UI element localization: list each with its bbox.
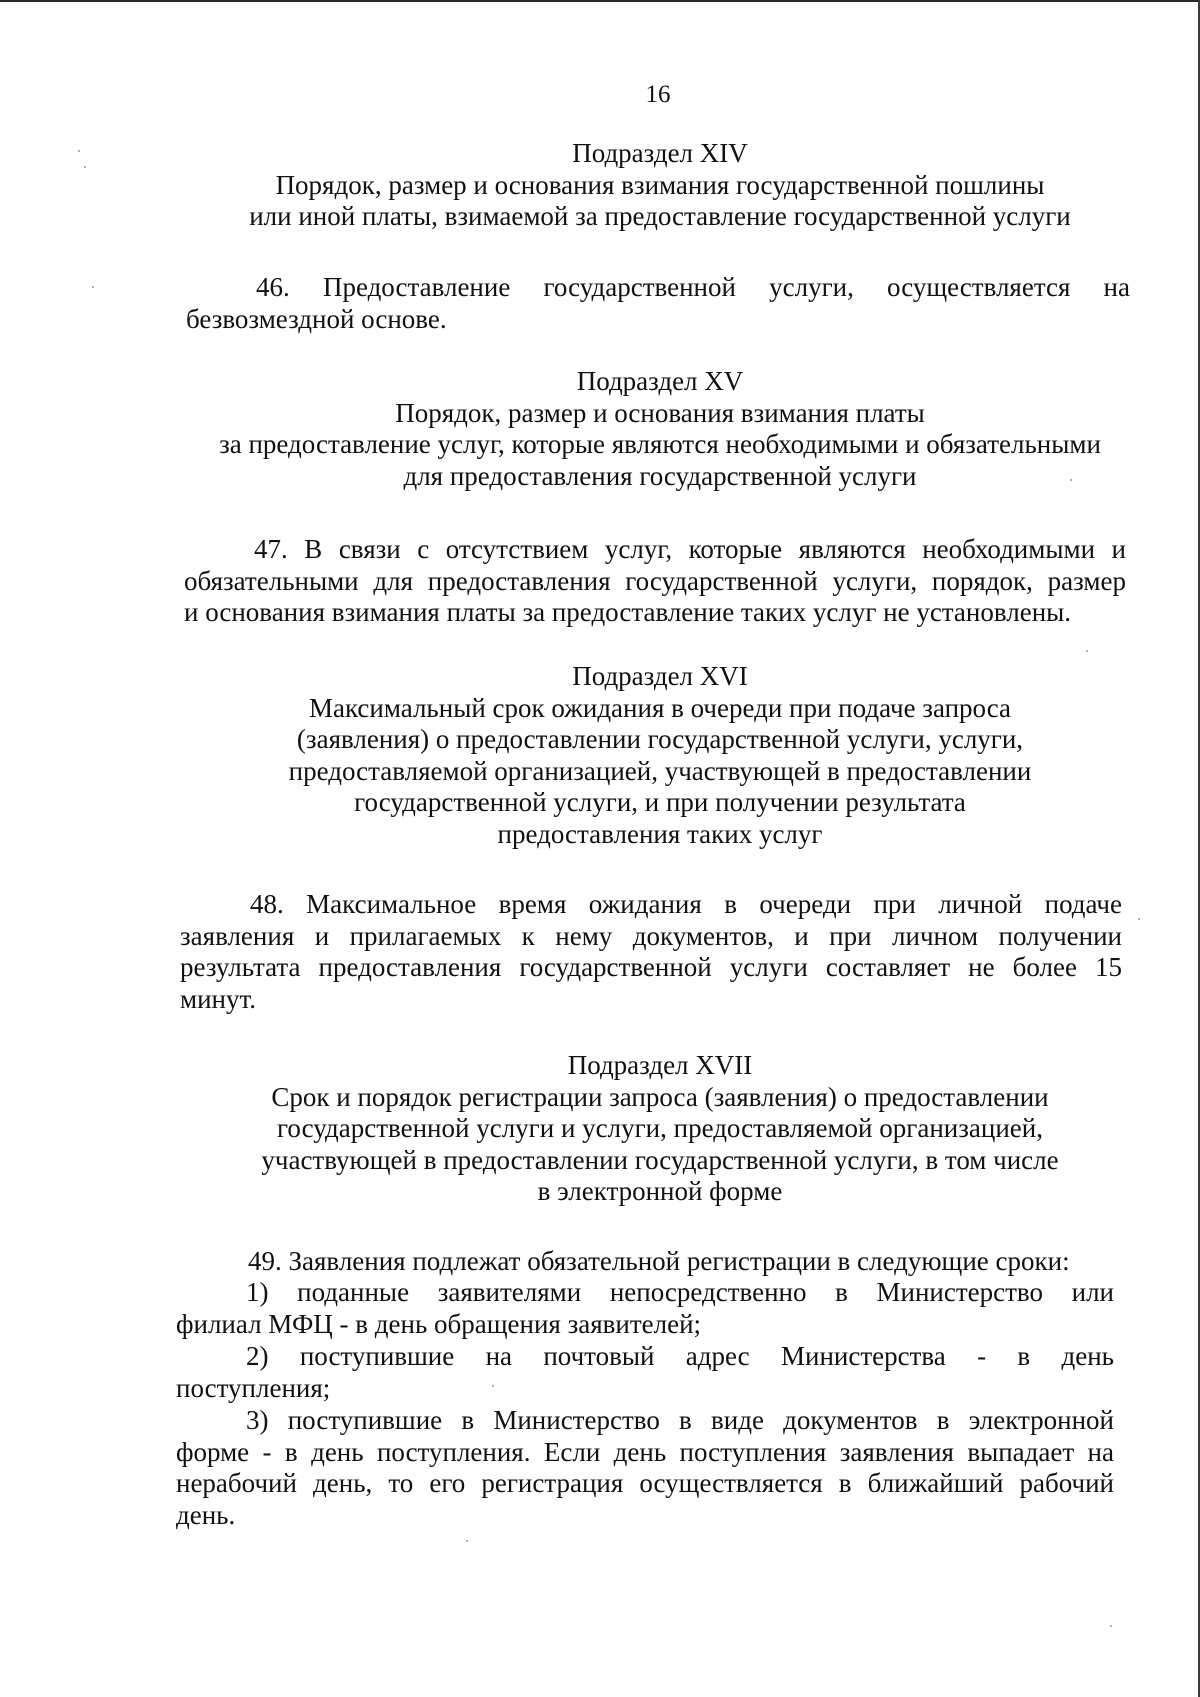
section-title-line: Срок и порядок регистрации запроса (заявления) о предоставлении — [271, 1081, 1049, 1112]
paragraph-line: 47. В связи с отсутствием услуг, которые являются необходимыми и — [254, 534, 1126, 564]
section-heading-xiv — [200, 138, 1120, 233]
section-title-line: или иной платы, взимаемой за предоставление государственной услуги — [249, 201, 1071, 231]
section-title-line: Максимальный срок ожидания в очереди при подаче запроса — [308, 692, 1012, 723]
scan-speck — [1110, 1625, 1112, 1627]
scan-speck — [1070, 479, 1072, 481]
paragraph-line: 46. Предоставление государственной услуги, осуществляется на — [256, 272, 1130, 302]
section-title-line: за предоставление услуг, которые являются необходимыми и обязательными — [219, 429, 1101, 459]
paragraph-46 — [186, 272, 1130, 335]
section-title-line: государственной услуги и услуги, предоставляемой организацией, — [277, 1113, 1043, 1143]
paragraph-line: безвозмездной основе. — [186, 303, 447, 334]
scan-speck — [492, 1385, 494, 1387]
section-title-line: в электронной форме — [537, 1176, 783, 1206]
scan-speck — [1138, 918, 1140, 920]
paragraph-line: 49. Заявления подлежат обязательной регистрации в следующие сроки: — [248, 1246, 1070, 1276]
section-heading-xvi — [200, 661, 1120, 850]
paragraph-line: день. — [176, 1499, 236, 1530]
scan-speck — [1086, 650, 1088, 652]
scan-speck — [78, 150, 80, 152]
section-heading-xvii — [200, 1050, 1120, 1208]
paragraph-line: форме - в день поступления. Если день поступления заявления выпадает на — [176, 1436, 1114, 1467]
section-title-line: (заявления) о предоставлении государственной услуги, услуги, — [296, 724, 1024, 754]
paragraph-47 — [184, 534, 1126, 629]
paragraph-line: филиал МФЦ - в день обращения заявителей; — [176, 1308, 702, 1339]
paragraph-49-item-3 — [176, 1405, 1114, 1531]
paragraph-line: 48. Максимальное время ожидания в очереди при личной подаче — [250, 889, 1122, 919]
section-title-line: предоставления таких услуг — [497, 818, 823, 849]
scan-speck — [84, 166, 86, 168]
scan-speck — [92, 286, 94, 288]
paragraph-line: поступления; — [176, 1372, 331, 1403]
section-heading-xv — [170, 366, 1150, 492]
paragraph-line: заявления и прилагаемых к нему документов, и при личном получении — [180, 920, 1122, 951]
paragraph-line: обязательными для предоставления государственной услуги, порядок, размер — [184, 565, 1126, 596]
paragraph-line: 1) поданные заявителями непосредственно в Министерство или — [246, 1277, 1114, 1307]
scan-speck — [466, 1540, 468, 1542]
paragraph-line: минут. — [180, 983, 257, 1014]
paragraph-line: 2) поступившие на почтовый адрес Министерства - в день — [246, 1341, 1114, 1371]
subsection-label: Подраздел XV — [576, 366, 744, 396]
paragraph-line: нерабочий день, то его регистрация осуществляется в ближайший рабочий — [176, 1468, 1114, 1498]
section-title-line: участвующей в предоставлении государственной услуги, в том числе — [261, 1144, 1059, 1175]
section-title-line: для предоставления государственной услуги — [403, 460, 917, 491]
section-title-line: Порядок, размер и основания взимания государственной пошлины — [275, 169, 1045, 200]
subsection-label: Подраздел XVI — [572, 661, 748, 691]
section-title-line: государственной услуги, и при получении результата — [354, 787, 966, 817]
paragraph-48 — [180, 889, 1122, 1015]
paragraph-line: результата предоставления государственной услуги составляет не более 15 — [180, 952, 1122, 982]
subsection-label: Подраздел XIV — [572, 138, 748, 168]
paragraph-49-item-2 — [176, 1341, 1114, 1404]
paragraph-49 — [176, 1246, 1114, 1278]
paragraph-line: 3) поступившие в Министерство в виде документов в электронной — [246, 1405, 1114, 1435]
scan-top-edge — [0, 0, 1200, 2]
paragraph-49-item-1 — [176, 1277, 1114, 1340]
paragraph-line: и основания взимания платы за предоставление таких услуг не установлены. — [184, 597, 1072, 627]
page-number: 16 — [645, 81, 671, 108]
subsection-label: Подраздел XVII — [567, 1050, 753, 1080]
section-title-line: Порядок, размер и основания взимания платы — [395, 397, 925, 428]
section-title-line: предоставляемой организацией, участвующей в предоставлении — [288, 755, 1032, 786]
